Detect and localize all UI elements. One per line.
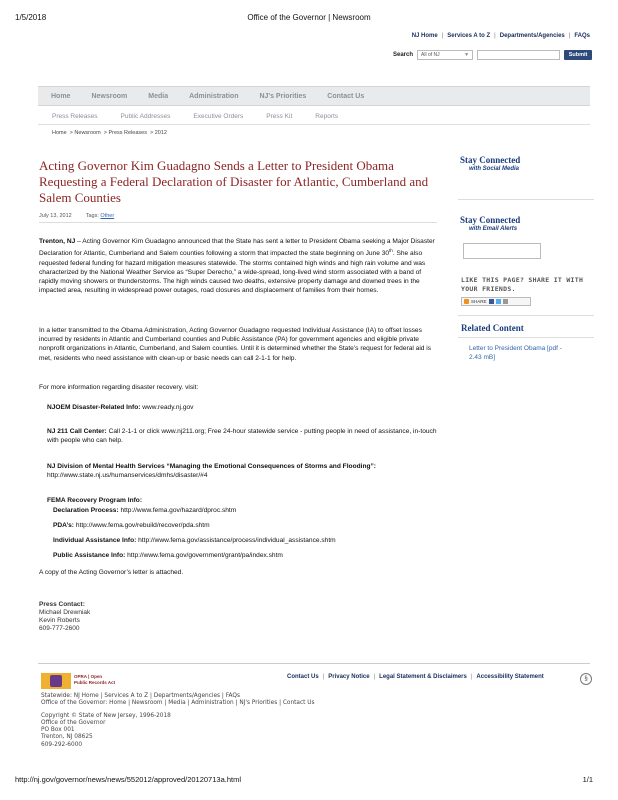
footer-privacy[interactable]: Privacy Notice <box>328 674 370 680</box>
nav-media[interactable]: Media <box>148 92 169 100</box>
util-departments[interactable]: Departments/Agencies <box>499 33 565 39</box>
print-page: 1/1 <box>582 775 593 784</box>
fema-link[interactable]: http://www.fema.gov/hazard/dproc.shtm <box>118 507 237 514</box>
footer-contact[interactable]: Contact Us <box>287 674 319 680</box>
twitter-icon <box>496 299 501 304</box>
page-title: Acting Governor Kim Guadagno Sends a Letter to President Obama Requesting a Federal Declaration of Disaster for Atlantic, Cumberland and Salem Counties <box>39 158 429 205</box>
share-icon <box>464 299 469 304</box>
utility-links: NJ Home | Services A to Z | Departments/Agencies | FAQs <box>411 33 590 39</box>
tag-link[interactable]: Other <box>100 213 115 219</box>
util-services[interactable]: Services A to Z <box>447 33 491 39</box>
crumb-newsroom[interactable]: > Newsroom <box>69 130 101 136</box>
njoem-info: NJOEM Disaster-Related Info: www.ready.nj.gov <box>47 404 194 411</box>
subnav-executive-orders[interactable]: Executive Orders <box>193 113 244 120</box>
paragraph-intro: Trenton, NJ – Acting Governor Kim Guadagno announced that the State has sent a letter to President Obama seeking a Major Disaster Declaration for Atlantic, Cumberland and Salem counties following a storm that impacted the state beginning on June 30th. She also requested federal funding for hazard mitigation measures statewide. The storms contained high winds and high rain volume and was characterized by the National Weather Service as “Super Derecho,” a wide-spread, long-lived wind storm associated with a band of rapidly moving showers or thunderstorms. The high winds caused two deaths, extensive property damage and downed trees in the impacted area, resulting in widespread power outages, road closures and displacement of families from their homes. <box>39 238 435 295</box>
mental-health-info: NJ Division of Mental Health Services “Managing the Emotional Consequences of Storms and Flooding”: http://www.state.nj.us/humanservices/dmhs/disaster/#4 <box>47 463 376 480</box>
subnav-reports[interactable]: Reports <box>315 113 339 120</box>
mental-health-link[interactable]: http://www.state.nj.us/humanservices/dmhs/disaster/#4 <box>47 472 208 480</box>
divider <box>458 315 594 316</box>
contact-phone: 609-777-2600 <box>39 625 80 632</box>
nav-home[interactable]: Home <box>51 92 71 100</box>
social-title: Stay Connected <box>460 155 521 165</box>
divider <box>38 124 590 125</box>
facebook-icon <box>489 299 494 304</box>
print-url: http://nj.gov/governor/news/news/552012/approved/20120713a.html <box>15 775 241 784</box>
opra-logo[interactable] <box>41 673 71 689</box>
nj211-info: NJ 211 Call Center: Call 2-1-1 or click www.nj211.org; Free 24-hour statewide service - putting people in need of assistance, in-touch with people who can help. <box>47 428 437 445</box>
fema-heading: FEMA Recovery Program Info: <box>47 497 143 504</box>
email-title: Stay Connected <box>460 215 521 225</box>
subnav-press-kit[interactable]: Press Kit <box>266 113 293 120</box>
fema-link[interactable]: http://www.fema.gov/assistance/process/individual_assistance.shtm <box>136 537 336 544</box>
crumb-press-releases[interactable]: > Press Releases <box>103 130 147 136</box>
fema-item: PDA’s: http://www.fema.gov/rebuild/recover/pda.shtm <box>53 522 210 529</box>
divider <box>458 337 594 338</box>
nav-administration[interactable]: Administration <box>189 92 239 100</box>
related-title: Related Content <box>461 323 524 333</box>
footer-legal[interactable]: Legal Statement & Disclaimers <box>379 674 467 680</box>
print-date: 1/5/2018 <box>15 13 47 22</box>
footer-copyright: Copyright © State of New Jersey, 1996-2018 <box>41 713 171 719</box>
email-icon <box>503 299 508 304</box>
breadcrumb <box>52 130 167 136</box>
util-faqs[interactable]: FAQs <box>574 33 590 39</box>
sub-nav <box>52 113 338 120</box>
paragraph-assistance: In a letter transmitted to the Obama Administration, Acting Governor Guadagno requested Individual Assistance (IA) to offset losses incurred by residents in Atlantic and Cumberland counties and Public Assistance (PA) for government agencies and eligible private nonprofit organizations in Atlantic, Cumberland, and Salem counties. Until it is determined whether the State’s request for federal aid is met, residents who need assistance with clean-up or basic needs can call 2-1-1 for help. <box>39 327 432 362</box>
press-contact-label: Press Contact: <box>39 601 85 608</box>
util-nj-home[interactable]: NJ Home <box>411 33 438 39</box>
footer-accessibility[interactable]: Accessibility Statement <box>476 674 544 680</box>
attached-note: A copy of the Acting Governor’s letter is attached. <box>39 569 184 576</box>
search-input[interactable] <box>477 50 560 60</box>
divider <box>39 222 437 223</box>
article-date: July 13, 2012 <box>39 213 72 219</box>
contact-name: Michael Drewniak <box>39 609 91 616</box>
social-subtitle: with Social Media <box>469 166 520 172</box>
search-scope-select[interactable]: All of NJ ▼ <box>417 50 473 60</box>
main-nav <box>38 86 590 106</box>
share-prompt: LIKE THIS PAGE? SHARE IT WITH YOUR FRIENDS. <box>461 276 584 293</box>
fema-link[interactable]: http://www.fema.gov/government/grant/pa/index.shtm <box>125 552 283 559</box>
email-subtitle: with Email Alerts <box>469 226 518 232</box>
nav-priorities[interactable]: NJ's Priorities <box>259 92 307 100</box>
crumb-year[interactable]: > 2012 <box>149 130 167 136</box>
search-label: Search <box>393 52 414 58</box>
share-button[interactable]: SHARE <box>461 297 531 306</box>
footer-address: Office of the Governor PO Box 001 Trenton, NJ 08625 609-292-6000 <box>41 720 106 748</box>
fema-item: Declaration Process: http://www.fema.gov/hazard/dproc.shtm <box>53 507 237 514</box>
related-link[interactable]: Letter to President Obama [pdf - 2.43 mB] <box>469 345 562 361</box>
contact-name: Kevin Roberts <box>39 617 80 624</box>
opra-text: OPRA | Open Public Records Act <box>74 674 116 685</box>
divider <box>458 199 594 200</box>
subnav-public-addresses[interactable]: Public Addresses <box>120 113 171 120</box>
footer-statewide[interactable]: Statewide: NJ Home | Services A to Z | Departments/Agencies | FAQs <box>41 693 240 699</box>
chevron-down-icon: ▼ <box>464 52 470 58</box>
nj211-link[interactable]: www.nj211.org <box>161 428 205 435</box>
divider <box>38 663 590 664</box>
opra-logo-icon <box>50 675 62 687</box>
print-title: Office of the Governor | Newsroom <box>247 13 371 22</box>
fema-item: Public Assistance Info: http://www.fema.gov/government/grant/pa/index.shtm <box>53 552 283 559</box>
press-contact <box>39 601 90 633</box>
fema-item: Individual Assistance Info: http://www.fema.gov/assistance/process/individual_assistance.shtm <box>53 537 336 544</box>
seal-icon: § <box>580 673 592 685</box>
email-input[interactable] <box>463 243 541 259</box>
paragraph-more-info: For more information regarding disaster recovery. visit: <box>39 384 199 391</box>
crumb-home[interactable]: Home <box>52 130 67 136</box>
footer-office[interactable]: Office of the Governor: Home | Newsroom | Media | Administration | NJ's Priorities | Contact Us <box>41 700 315 706</box>
tags-label: Tags: <box>85 213 99 219</box>
search-bar <box>393 50 592 60</box>
nav-newsroom[interactable]: Newsroom <box>91 92 128 100</box>
subnav-press-releases[interactable]: Press Releases <box>52 113 98 120</box>
njoem-link[interactable]: www.ready.nj.gov <box>140 404 194 411</box>
article-meta <box>39 213 114 219</box>
search-submit-button[interactable]: Submit <box>564 50 592 60</box>
nav-contact[interactable]: Contact Us <box>327 92 365 100</box>
footer-links: Contact Us | Privacy Notice | Legal Statement & Disclaimers | Accessibility Statement <box>287 674 544 680</box>
fema-link[interactable]: http://www.fema.gov/rebuild/recover/pda.shtm <box>74 522 210 529</box>
